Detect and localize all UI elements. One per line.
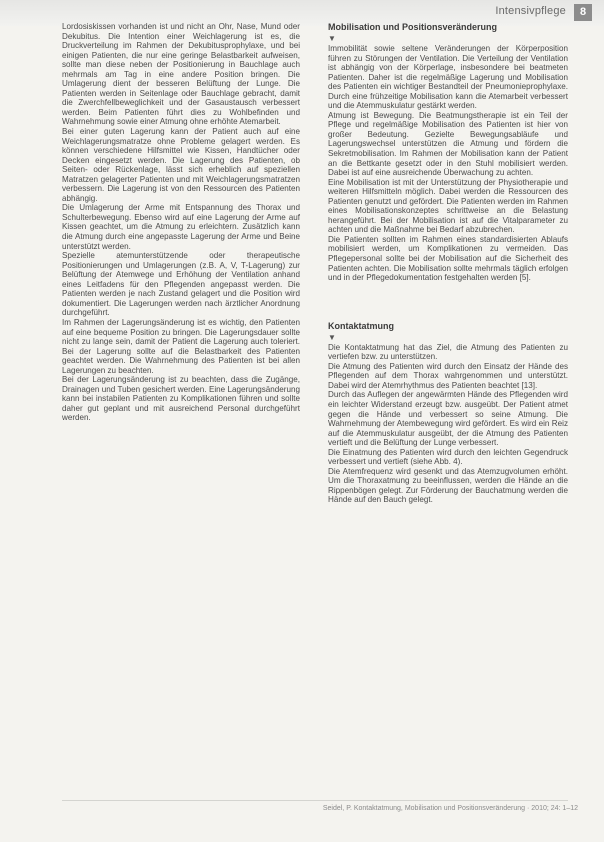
section-heading: Mobilisation und Positionsveränderung — [328, 22, 498, 32]
body-paragraph: Eine Mobilisation ist mit der Unterstützung der Physiotherapie und weiteren Hilfsmitteln möglich. Dabei werden die Ressourcen des Patienten genutzt und gefördert. Die Patienten werden im Rahmen eines Mobilisationskonzeptes schrittweise an die Belastung herangeführt. Bei der Mobilisation ist auf die Vitalparameter zu achten und die Maßnahme bei Bedarf abzubrechen. — [328, 177, 568, 235]
footer-citation: Seidel, P. Kontaktatmung, Mobilisation und Positionsveränderung · 2010; 24: 1–12 — [322, 805, 578, 812]
body-paragraph: Immobilität sowie seltene Veränderungen der Körperposition führen zu Störungen der Ventilation. Die Verteilung der Ventilation ist abhängig von der Körperlage, insbesondere bei beatmeten Patienten. Daher ist die regelmäßige Lagerung und Mobilisation des Patienten ein wichtiger Bestandteil der Pneumonieprophylaxe. Durch eine frühzeitige Mobilisation kann die Atemarbeit verbessert und die Atemmuskulatur gestärkt werden. — [328, 44, 568, 111]
body-paragraph: Bei einer guten Lagerung kann der Patient auch auf eine Weichlagerungsmatratze ohne Probleme gelagert werden. Es können verschiedene Hilfsmittel wie Kissen, Handtücher oder Decken eingesetzt werden. Die Lagerung des Patienten, ob Seiten- oder Rückenlage, lässt sich erheblich auf speziellen Matratzen gelagerter Patienten und mit Weichlagerungsmatratzen verbessern. Die Lagerung ist von den Ressourcen des Patienten abhängig. — [62, 127, 300, 203]
body-paragraph: Spezielle atemunterstützende oder therapeutische Positionierungen und Umlagerungen (z.B. A, V, T-Lagerung) zur Belüftung der Atemwege und Erhöhung der Ventilation anhand eines Leitfadens für den Pflegenden angepasst werden. Die Patienten werden je nach Zustand gelagert und die Position wird dokumentiert. Die Lagerungen werden nach ärztlicher Anordnung durchgeführt. — [62, 251, 300, 318]
footer-divider — [62, 800, 568, 801]
section-title: Intensivpflege — [495, 5, 566, 17]
body-paragraph: Im Rahmen der Lagerungsänderung ist es wichtig, den Patienten auf eine bequeme Position zu bringen. Die Lagerungsdauer sollte nicht zu lange sein, damit der Patient die Lagerung auch toleriert. Bei der Lagerung sollte auf die Belastbarkeit des Patienten geachtet werden. Die Wahrnehmung des Patienten ist bei allen Lagerungen zu beachten. — [62, 317, 300, 375]
section-marker-icon: ▼ — [328, 34, 336, 43]
left-column — [62, 22, 300, 423]
body-paragraph: Bei der Lagerungsänderung ist zu beachten, dass die Zugänge, Drainagen und Tuben gesichert werden. Eine Lagerungsänderung kann bei instabilen Patienten zu Komplikationen führen und sollte daher gut geplant und mit ausreichend Personal durchgeführt werden. — [62, 375, 300, 423]
body-paragraph: Die Umlagerung der Arme mit Entspannung des Thorax und Schulterbewegung. Ebenso wird auf eine Lagerung der Arme auf Kissen geachtet, um die Atmung zu erleichtern. Zusätzlich kann die Atmung durch eine angepasste Lagerung der Arme und Beine unterstützt werden. — [62, 203, 300, 251]
body-paragraph: Durch das Auflegen der angewärmten Hände des Pflegenden wird ein leichter Widerstand erzeugt bzw. ausgeübt. Der Patient atmet gegen die Hände und verbessert so seine Atmung. Die Wahrnehmung der Atembewegung wird gefördert. Es wird ein Reiz auf die Atemmuskulatur ausgeübt, der die Atmung des Patienten vertieft und die Belüftung der Lunge verbessert. — [328, 390, 568, 448]
body-paragraph: Die Patienten sollten im Rahmen eines standardisierten Ablaufs mobilisiert werden, um Komplikationen zu vermeiden. Das Pflegepersonal sollte bei der Mobilisation auf die Sicherheit des Patienten achten. Die Mobilisation sollte mehrmals täglich erfolgen und in der Pflegedokumentation festgehalten werden [5]. — [328, 234, 568, 283]
body-paragraph: Lordosiskissen vorhanden ist und nicht an Ohr, Nase, Mund oder Dekubitus. Die Intention einer Weichlagerung ist es, die Druckverteilung im Rahmen der Dekubitusprophylaxe, und bei einigen Patienten, die nur eine geringe Belastbarkeit aufweisen, sollte man diese neben der Positionierung in Bauchlage auch mehrmals am Tag in eine andere Position bringen. Die Umlagerung dient der besseren Belüftung der Lunge. Die Patienten werden in Seitenlage oder Bauchlage gebracht, damit die Zwerchfellbeweglichkeit und der Gasaustausch verbessert werden. Beim Patienten führt dies zu Wohlbefinden und Wahrnehmung sowie einer Atmung ohne erhöhte Atemarbeit. — [62, 22, 300, 127]
body-paragraph: Die Atemfrequenz wird gesenkt und das Atemzugvolumen erhöht. Um die Thoraxatmung zu beeinflussen, werden die Hände an die Rippenbögen gelegt. Zur Förderung der Bauchatmung werden die Hände auf den Bauch gelegt. — [328, 466, 568, 505]
right-column — [328, 22, 568, 505]
section-spacer — [328, 283, 568, 321]
body-paragraph: Die Einatmung des Patienten wird durch den leichten Gegendruck verbessert und vertieft (siehe Abb. 4). — [328, 447, 568, 467]
page-number-badge: 8 — [574, 4, 592, 21]
body-paragraph: Die Atmung des Patienten wird durch den Einsatz der Hände des Pflegenden auf dem Thorax wahrgenommen und unterstützt. Dabei wird der Atemrhythmus des Patienten beachtet [13]. — [328, 361, 568, 390]
body-paragraph: Atmung ist Bewegung. Die Beatmungstherapie ist ein Teil der Pflege und regelmäßige Mobilisation des Patienten ist hier von großer Bedeutung. Gezielte Bewegungsabläufe und Lagerungswechsel unterstützen die Atmung und fördern die Sekretmobilisation. Im Rahmen der Mobilisation kann der Patient an die Bettkante gesetzt oder in den Stuhl mobilisiert werden. Dabei ist auf eine ausreichende Überwachung zu achten. — [328, 110, 568, 178]
section-heading: Kontaktatmung — [328, 320, 394, 331]
section-marker-icon: ▼ — [328, 332, 336, 342]
body-paragraph: Die Kontaktatmung hat das Ziel, die Atmung des Patienten zu vertiefen bzw. zu unterstützen. — [328, 342, 568, 362]
